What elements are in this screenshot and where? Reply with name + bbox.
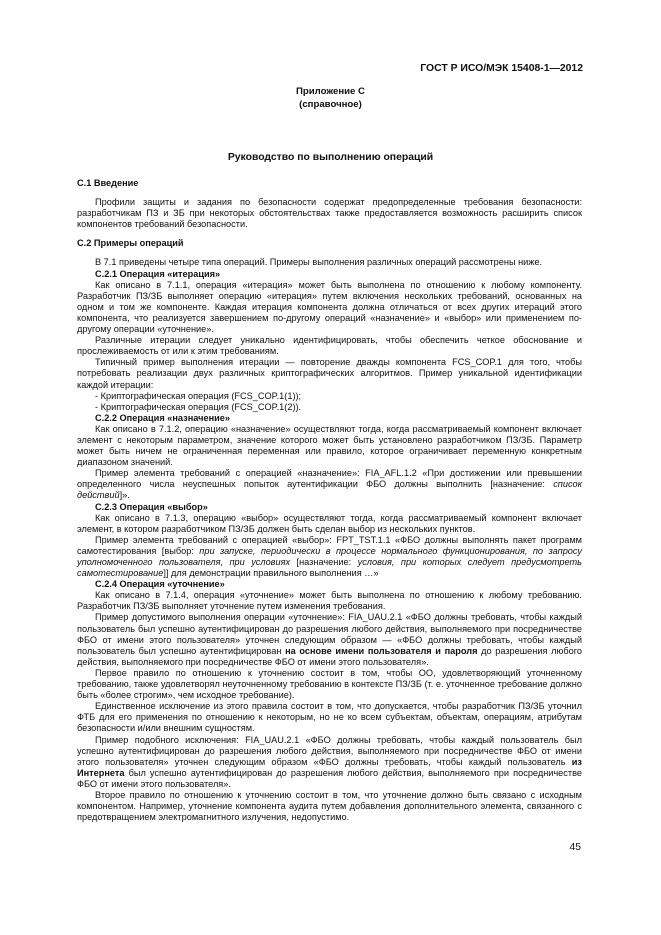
paragraph: Различные итерации следует уникально идентифицировать, чтобы обеспечить четкое обоснование и прослеживаемость от или к этим требованиям. (77, 335, 582, 357)
subsection-heading: С.2.4 Операция «уточнение» (95, 579, 225, 590)
paragraph: Профили защиты и задания по безопасности содержат предопределенные требования безопасности: разработчикам ПЗ и ЗБ при некоторых обстоятельствах также предоставляется возможность расширить список компонентов требований безопасности. (77, 197, 582, 230)
paragraph (77, 612, 582, 667)
text-run: Пример элемента требований с операцией «выбор»: FPT_TST.1.1 «ФБО должны выполнять пакет программ самотестирования [выбор: (77, 534, 582, 556)
text-run: [назначение: (290, 557, 358, 567)
subsection-heading: С.2.3 Операция «выбор» (95, 501, 208, 512)
paragraph: Как описано в 7.1.4, операция «уточнение» может быть выполнена по отношению к любому требованию. Разработчик ПЗ/ЗБ выполняет уточнение путем изменения требования. (77, 590, 582, 612)
bold-run: из Интернета (77, 756, 582, 778)
list-item: - Криптографическая операция (FCS_COP.1(1)); (95, 390, 302, 401)
paragraph: Как описано в 7.1.1, операция «итерация» может быть выполнена по отношению к любому компоненту. Разработчик ПЗ/ЗБ выполняет операцию «итерация» путем включения нескольких требований, основанных на одном и том же компоненте. Каждая итерация компонента должна отличаться от всех других итераций этого компонента, что реализуется завершением по-другому операций «назначение» и «выбор» или применением по-другому операции «уточнение». (77, 279, 582, 335)
paragraph: Второе правило по отношению к уточнению состоит в том, что уточнение должно быть связано с исходным компонентом. Например, уточнение компонента аудита путем добавления дополнительного элемента, связанного с предотвращением электромагнитного излучения, недопустимо. (77, 789, 582, 823)
paragraph: Как описано в 7.1.2, операцию «назначение» осуществляют тогда, когда рассматриваемый компонент включает элемент с некоторым параметром, значение которого может быть установлено разработчиком ПЗ/ЗБ. Параметр может быть ничем не ограниченная переменная или правило, которое ограничивает переменную конкретным диапазоном значений. (77, 423, 582, 468)
text-run: до разрешения любого действия, выполняемого при посредничестве ФБО от имени этого пользователя». (77, 645, 582, 667)
list-item: - Криптографическая операция (FCS_COP.1(2)). (95, 401, 302, 412)
text-run: Пример элемента требований с операцией «назначение»: FIA_AFL.1.2 «При достижении или превышении определенного числа неуспешных попыток аутентификации ФБО должны выполнить [назначение: (77, 468, 582, 490)
bold-run: на основе имени пользователя и пароля (285, 645, 478, 656)
section-heading: С.2 Примеры операций (77, 238, 184, 249)
paragraph: В 7.1 приведены четыре типа операций. Примеры выполнения различных операций рассмотрены ниже. (95, 257, 543, 268)
text-run: ]] для демонстрации правильного выполнения …» (163, 568, 379, 579)
appendix-title: Приложение С (296, 86, 365, 97)
italic-run: условия, при которых следует предусмотреть самотестирование (77, 557, 582, 579)
text-run: ]». (119, 490, 130, 501)
text-run: Пример допустимого выполнения операции «уточнение»: FIA_UAU.2.1 «ФБО должны требовать, чтобы каждый пользователь был успешно аутентифицирован до разрешения любого действия, выполняемого при посредничестве ФБО от имени этого пользователя» уточнен следующим образом — «ФБО должны требовать, чтобы каждый пользователь был успешно аутентифицирован (77, 612, 582, 656)
appendix-subtitle: (справочное) (299, 98, 362, 110)
italic-run: при запуске, периодически в процессе нормального функционирования, по запросу уполномоченного пользователя, при условиях (77, 545, 582, 567)
text-run: был успешно аутентифицирован до разрешения любого действия, выполняемого при посредничестве ФБО от имени этого пользователя». (77, 767, 582, 789)
appendix-block (0, 86, 661, 111)
text-run: Пример подобного исключения: FIA_UAU.2.1 «ФБО должны требовать, чтобы каждый пользователь был успешно аутентифицирован до разрешения любого действия, выполняемого при посредничестве ФБО от имени этого пользователя» уточнен следующим образом «ФБО должны требовать, чтобы каждый пользователь (77, 734, 582, 767)
paragraph (77, 535, 582, 579)
paragraph (77, 735, 582, 790)
italic-run: список действий (77, 479, 582, 501)
paragraph: Как описано в 7.1.3, операцию «выбор» осуществляют тогда, когда рассматриваемый компонент включает элемент, в котором разработчиком ПЗ/ЗБ должен быть сделан выбор из нескольких пунктов. (77, 512, 582, 534)
paragraph: Типичный пример выполнения итерации — повторение дважды компонента FCS_COP.1 для того, чтобы потребовать реализации двух различных криптографических алгоритмов. Пример уникальной идентификации каждой итерации: (77, 357, 582, 390)
standard-header: ГОСТ Р ИСО/МЭК 15408-1—2012 (420, 63, 583, 74)
subsection-heading: С.2.2 Операция «назначение» (95, 412, 230, 423)
paragraph: Первое правило по отношению к уточнению состоит в том, чтобы ОО, удовлетворяющий уточненному требованию, также удовлетворял неуточненному требованию в контексте ПЗ/ЗБ (т. е. уточненное требование должно быть «более строгим», чем исходное требование). (77, 667, 582, 701)
iteration-list (77, 391, 582, 413)
page-number: 45 (569, 842, 581, 853)
section-heading: С.1 Введение (77, 178, 139, 188)
document-body (77, 178, 582, 823)
document-title: Руководство по выполнению операций (227, 152, 434, 163)
paragraph (77, 468, 582, 501)
subsection-heading: С.2.1 Операция «итерация» (95, 268, 221, 279)
paragraph: Единственное исключение из этого правила состоит в том, что допускается, чтобы разработчик ПЗ/ЗБ уточнил ФТБ для его применения по отношению к некоторым, но не ко всем субъектам, объектам, операциям, атрибутам безопасности и/или внешним сущностям. (77, 701, 582, 734)
